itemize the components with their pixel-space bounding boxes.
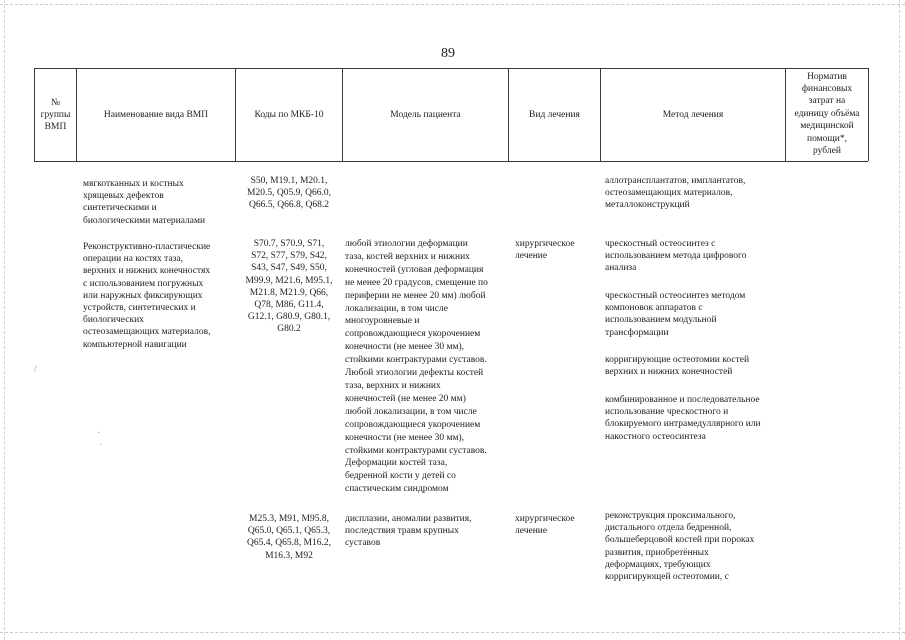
scan-speck: · bbox=[99, 440, 103, 451]
patient-model-cell: любой этиологии деформации таза, костей верхних и нижних конечностей (угловая деформация не менее 20 градусов, смещение по периферии не менее 20 мм) любой локализации, в том числе многоуровневые и сопровождающиеся укорочением конечности (не менее 30 мм), стойкими контрактурами суставов. Любой этиологии дефекты костей таза, верхних и нижних конечностей (не менее 20 мм) любой локализации, в том числе сопровождающиеся укорочением конечности (не менее 30 мм), стойкими контрактурами суставов. Деформации костей таза, бедренной кости у детей со спастическим синдромом bbox=[345, 239, 488, 495]
treatment-method-cell: чрескостный остеосинтез с использованием метода цифрового анализа bbox=[605, 239, 747, 274]
header-treatment-type: Вид лечения bbox=[529, 110, 580, 120]
scan-edge-top bbox=[0, 4, 905, 6]
scan-speck: · bbox=[97, 428, 101, 439]
patient-model-cell: дисплазии, аномалии развития, последствия травм крупных суставов bbox=[345, 514, 472, 549]
treatment-type-cell: хирургическое лечение bbox=[515, 239, 575, 262]
vmp-name-cell: мягкотканных и костных хрящевых дефектов синтетическими и биологическими материалами bbox=[83, 179, 206, 226]
scan-edge-left bbox=[4, 0, 6, 640]
scan-edge-right bbox=[899, 0, 901, 640]
treatment-method-cell: аллотрансплантатов, имплантатов, остеозамещающих материалов, металлоконструкций bbox=[605, 176, 746, 211]
treatment-method-cell: корригирующие остеотомии костей верхних и нижних конечностей bbox=[605, 355, 750, 378]
treatment-method-cell: чрескостный остеосинтез методом компоновок аппаратов с использованием модульной трансформации bbox=[605, 291, 746, 338]
page-number: 89 bbox=[441, 46, 455, 61]
icd-codes-cell: M25.3, M91, M95.8, Q65.0, Q65.1, Q65.3, Q65.4, Q65.8, M16.2, M16.3, M92 bbox=[247, 514, 331, 561]
vmp-name-cell: Реконструктивно-пластические операции на костях таза, верхних и нижних конечностях с использованием погружных или наружных фиксирующих устройств, синтетических и биологических остеозамещающих материалов, компьютерной навигации bbox=[83, 242, 211, 350]
icd-codes-cell: S70.7, S70.9, S71, S72, S77, S79, S42, S43, S47, S49, S50, M99.9, M21.6, M95.1, M21.8, M21.9, Q66, Q78, M86, G11.4, G12.1, G80.9, G80.1, G80.2 bbox=[245, 239, 333, 335]
treatment-type-cell: хирургическое лечение bbox=[515, 514, 575, 537]
header-group-number: № группы ВМП bbox=[40, 98, 71, 132]
header-patient-model: Модель пациента bbox=[390, 110, 461, 120]
icd-codes-cell: S50, M19.1, M20.1, M20.5, Q05.9, Q66.0, Q66.5, Q66.8, Q68.2 bbox=[247, 176, 331, 211]
header-treatment-method: Метод лечения bbox=[662, 110, 724, 120]
treatment-method-cell: комбинированное и последовательное использование чрескостного и блокируемого интрамедуллярного или накостного остеосинтеза bbox=[605, 395, 761, 442]
header-financial-norm: Норматив финансовых затрат на единицу объёма медицинской помощи*, рублей bbox=[794, 71, 860, 157]
scan-edge-bottom bbox=[0, 632, 905, 634]
scan-speck: / bbox=[34, 364, 37, 375]
treatment-method-cell: реконструкция проксимального, дистального отдела бедренной, большеберцовой костей при пороках развития, приобретённых деформациях, требующих корригирующей остеотомии, с bbox=[605, 511, 755, 583]
header-icd-codes: Коды по МКБ-10 bbox=[254, 110, 324, 120]
header-vmp-name: Наименование вида ВМП bbox=[103, 110, 209, 120]
